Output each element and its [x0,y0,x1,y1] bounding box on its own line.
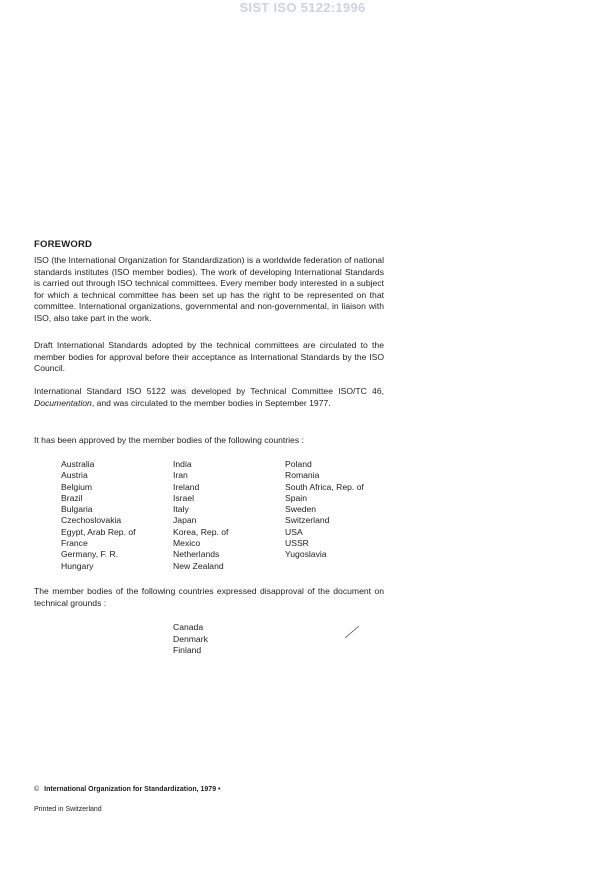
country-item: Australia [61,459,95,469]
country-item: South Africa, Rep. of [285,481,364,492]
approved-countries-column-2 [173,459,228,572]
country-item: Czechoslovakia [61,515,122,526]
country-item: Korea, Rep. of [173,526,229,537]
watermark: SIST ISO 5122:1996 [239,0,366,15]
country-item: Spain [285,492,307,503]
approved-countries-column-1 [61,459,136,572]
country-item: Canada [173,622,204,632]
pen-mark-icon [344,625,360,639]
country-item: Austria [61,470,88,481]
country-item: Switzerland [285,515,330,526]
country-item: Denmark [173,633,208,644]
foreword-heading: FOREWORD [34,239,93,250]
country-item: USA [285,526,303,537]
country-item: Bulgaria [61,504,93,515]
country-item: Romania [285,470,320,481]
country-item: Japan [173,515,197,526]
country-item: Ireland [173,481,200,492]
country-item: Yugoslavia [285,549,327,560]
country-item: India [173,459,192,469]
country-item: France [61,538,88,549]
country-item: Israel [173,492,195,503]
disapproving-countries [173,622,208,657]
paragraph-3-text-a: International Standard ISO 5122 was developed by Technical Committee ISO/TC 46, [34,386,384,396]
approved-countries-column-3 [285,459,364,561]
country-item: USSR [285,538,309,549]
foreword-paragraph-3 [34,386,384,409]
country-item: Iran [173,470,188,481]
country-item: Italy [173,504,189,515]
country-item: Hungary [61,560,94,571]
country-item: Netherlands [173,549,220,560]
country-item: Sweden [285,504,317,515]
paragraph-3-emphasis: Documentation [34,397,92,408]
approval-intro: It has been approved by the member bodies of the following countries : [34,435,304,445]
copyright-text: International Organization for Standardization, 1979 • [44,786,221,793]
country-item: Mexico [173,538,201,549]
foreword-paragraph-1: ISO (the International Organization for Standardization) is a worldwide federation of national standards institutes (ISO member bodies). The work of developing International Standards is carried out through ISO technical committees. Every member body interested in a subject for which a technical committee has been set up has the right to be represented on that committee. International organizations, governmental and non-governmental, in liaison with ISO, also take part in the work. [34,255,384,323]
copyright-line [34,786,220,793]
disapproval-intro: The member bodies of the following countries expressed disapproval of the document on technical grounds : [34,586,384,608]
foreword-paragraph-2: Draft International Standards adopted by the technical committees are circulated to the member bodies for approval before their acceptance as International Standards by the ISO Council. [34,340,384,373]
country-item: Belgium [61,481,93,492]
printed-in: Printed in Switzerland [34,806,102,813]
country-item: Egypt, Arab Rep. of [61,526,136,537]
country-item: Brazil [61,492,83,503]
country-item: Poland [285,459,312,469]
country-item: Finland [173,645,202,655]
country-item: Germany, F. R. [61,549,119,560]
paragraph-3-text-b: , and was circulated to the member bodies in September 1977. [91,397,331,408]
country-item: New Zealand [173,560,224,571]
copyright-icon: © [34,786,40,793]
